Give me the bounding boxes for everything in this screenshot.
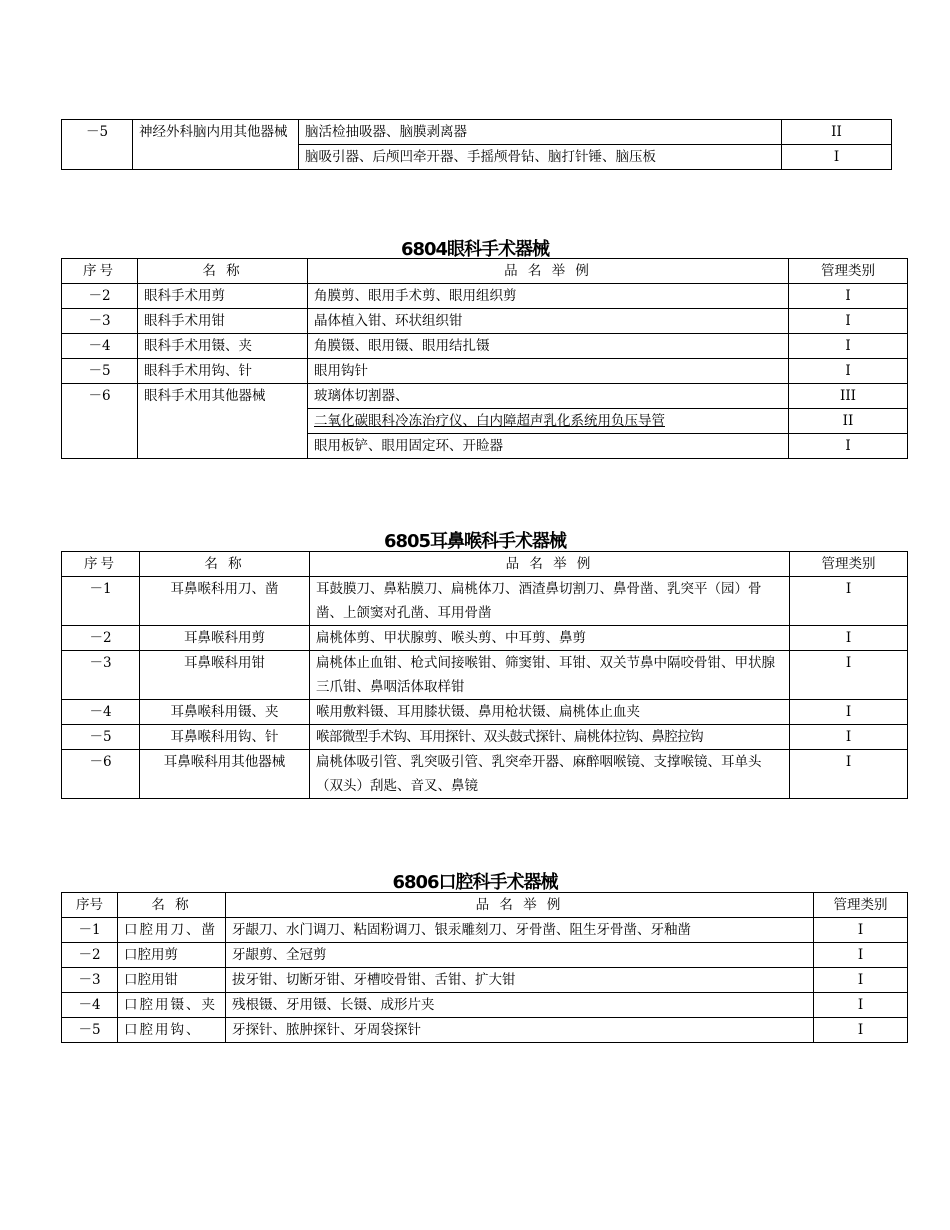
row-examples: 二氧化碳眼科冷冻治疗仪、白内障超声乳化系统用负压导管 (308, 409, 789, 434)
row-examples: 牙探针、脓肿探针、牙周袋探针 (226, 1018, 814, 1043)
row-seq: －4 (62, 700, 140, 725)
row-name: 耳鼻喉科用剪 (140, 626, 310, 651)
row-name: 口腔用镊、夹 (118, 993, 226, 1018)
row-seq: －4 (62, 993, 118, 1018)
row-name: 口腔用剪 (118, 943, 226, 968)
header-class: 管理类别 (789, 259, 908, 284)
row-class: I (814, 1018, 908, 1043)
row-examples: 玻璃体切割器、 (308, 384, 789, 409)
oral-surgery-table (61, 892, 908, 1043)
header-class: 管理类别 (790, 552, 908, 577)
header-seq: 序号 (62, 552, 140, 577)
row-seq: －5 (62, 725, 140, 750)
row-class: I (789, 359, 908, 384)
header-examples: 品 名 举 例 (308, 259, 789, 284)
row-seq: －5 (62, 120, 133, 170)
header-name: 名 称 (138, 259, 308, 284)
row-name: 眼科手术用剪 (138, 284, 308, 309)
row-seq: －3 (62, 651, 140, 700)
table-row (62, 651, 908, 700)
row-name: 口腔用刀、凿 (118, 918, 226, 943)
row-name: 耳鼻喉科用刀、凿 (140, 577, 310, 626)
row-class: I (790, 626, 908, 651)
row-examples: 角膜剪、眼用手术剪、眼用组织剪 (308, 284, 789, 309)
row-class: II (789, 409, 908, 434)
table-row (62, 725, 908, 750)
row-name: 眼科手术用钩、针 (138, 359, 308, 384)
header-examples: 品 名 举 例 (310, 552, 790, 577)
row-name: 神经外科脑内用其他器械 (133, 120, 299, 170)
header-name: 名 称 (140, 552, 310, 577)
row-class: I (814, 918, 908, 943)
row-class: I (814, 943, 908, 968)
table-row (62, 359, 908, 384)
row-class: I (790, 651, 908, 700)
table-row (62, 120, 892, 145)
table-row (62, 626, 908, 651)
header-name: 名 称 (118, 893, 226, 918)
header-seq: 序号 (62, 893, 118, 918)
table-row (62, 918, 908, 943)
header-seq: 序号 (62, 259, 138, 284)
row-examples: 晶体植入钳、环状组织钳 (308, 309, 789, 334)
row-class: I (790, 577, 908, 626)
row-seq: －5 (62, 359, 138, 384)
row-name: 眼科手术用其他器械 (138, 384, 308, 459)
row-seq: －2 (62, 284, 138, 309)
table-row (62, 968, 908, 993)
top-fragment-table (61, 119, 892, 170)
row-seq: －6 (62, 750, 140, 799)
row-class: I (789, 309, 908, 334)
row-seq: －2 (62, 943, 118, 968)
table-row (62, 943, 908, 968)
row-examples: 扁桃体止血钳、枪式间接喉钳、筛窦钳、耳钳、双关节鼻中隔咬骨钳、甲状腺三爪钳、鼻咽活体取样钳 (310, 651, 790, 700)
row-examples: 眼用钩针 (308, 359, 789, 384)
row-examples: 脑活检抽吸器、脑膜剥离器 (299, 120, 782, 145)
row-class: I (814, 993, 908, 1018)
row-class: I (789, 284, 908, 309)
row-examples: 眼用板铲、眼用固定环、开睑器 (308, 434, 789, 459)
row-examples: 残根镊、牙用镊、长镊、成形片夹 (226, 993, 814, 1018)
table-header-row (62, 552, 908, 577)
row-class: II (782, 120, 892, 145)
section-title-eye: 6804眼科手术器械 (400, 239, 550, 260)
table-row (62, 577, 908, 626)
row-name: 耳鼻喉科用其他器械 (140, 750, 310, 799)
row-examples: 拔牙钳、切断牙钳、牙槽咬骨钳、舌钳、扩大钳 (226, 968, 814, 993)
header-class: 管理类别 (814, 893, 908, 918)
row-examples: 扁桃体剪、甲状腺剪、喉头剪、中耳剪、鼻剪 (310, 626, 790, 651)
row-class: I (790, 700, 908, 725)
header-examples: 品 名 举 例 (226, 893, 814, 918)
section-title-oral: 6806口腔科手术器械 (392, 872, 558, 893)
table-row (62, 284, 908, 309)
table-row (62, 750, 908, 799)
row-seq: －6 (62, 384, 138, 459)
row-name: 耳鼻喉科用镊、夹 (140, 700, 310, 725)
row-name: 口腔用钩、 (118, 1018, 226, 1043)
section-title-ent: 6805耳鼻喉科手术器械 (383, 531, 567, 552)
row-seq: －3 (62, 309, 138, 334)
row-class: I (790, 725, 908, 750)
row-seq: －1 (62, 918, 118, 943)
table-row (62, 993, 908, 1018)
row-seq: －5 (62, 1018, 118, 1043)
row-class: III (789, 384, 908, 409)
row-examples: 耳鼓膜刀、鼻粘膜刀、扁桃体刀、酒渣鼻切割刀、鼻骨凿、乳突平（园）骨凿、上颌窦对孔凿、耳用骨凿 (310, 577, 790, 626)
row-class: I (782, 145, 892, 170)
row-examples: 牙龈刀、水门调刀、粘固粉调刀、银汞雕刻刀、牙骨凿、阻生牙骨凿、牙釉凿 (226, 918, 814, 943)
row-name: 口腔用钳 (118, 968, 226, 993)
row-class: I (789, 334, 908, 359)
row-class: I (789, 434, 908, 459)
table-row (62, 1018, 908, 1043)
row-examples: 喉用敷料镊、耳用膝状镊、鼻用枪状镊、扁桃体止血夹 (310, 700, 790, 725)
row-examples: 扁桃体吸引管、乳突吸引管、乳突牵开器、麻醉咽喉镜、支撑喉镜、耳单头（双头）刮匙、音叉、鼻镜 (310, 750, 790, 799)
row-examples: 喉部微型手术钩、耳用探针、双头鼓式探针、扁桃体拉钩、鼻腔拉钩 (310, 725, 790, 750)
row-seq: －2 (62, 626, 140, 651)
table-row (62, 309, 908, 334)
row-class: I (814, 968, 908, 993)
row-name: 眼科手术用镊、夹 (138, 334, 308, 359)
table-row (62, 700, 908, 725)
table-header-row (62, 259, 908, 284)
ent-surgery-table (61, 551, 908, 799)
row-seq: －1 (62, 577, 140, 626)
eye-surgery-table (61, 258, 908, 459)
table-row (62, 384, 908, 409)
row-examples: 牙龈剪、全冠剪 (226, 943, 814, 968)
row-seq: －3 (62, 968, 118, 993)
row-seq: －4 (62, 334, 138, 359)
row-name: 耳鼻喉科用钩、针 (140, 725, 310, 750)
row-examples: 角膜镊、眼用镊、眼用结扎镊 (308, 334, 789, 359)
row-examples: 脑吸引器、后颅凹牵开器、手摇颅骨钻、脑打针锤、脑压板 (299, 145, 782, 170)
row-class: I (790, 750, 908, 799)
row-name: 眼科手术用钳 (138, 309, 308, 334)
row-name: 耳鼻喉科用钳 (140, 651, 310, 700)
table-header-row (62, 893, 908, 918)
table-row (62, 334, 908, 359)
